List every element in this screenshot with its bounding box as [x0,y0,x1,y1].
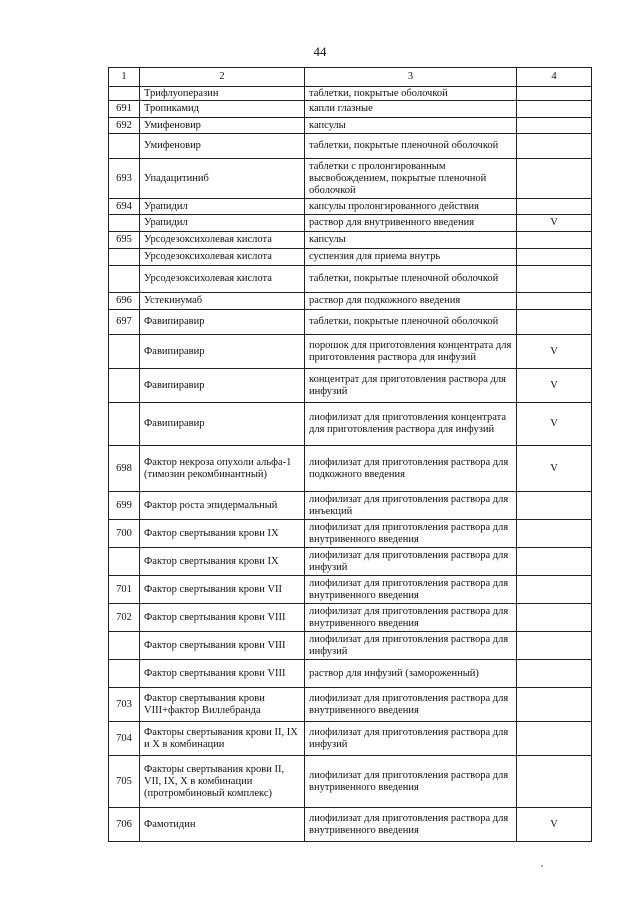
cell-number: 700 [109,520,140,548]
table-row [109,266,592,293]
cell-dosage-form: лиофилизат для приготовления раствора для внутривенного введения [305,576,517,604]
cell-number: 701 [109,576,140,604]
table-body [109,87,592,842]
table-row [109,118,592,134]
column-header-name: 2 [140,68,305,87]
cell-dosage-form: лиофилизат для приготовления раствора для внутривенного введения [305,756,517,808]
cell-dosage-form: раствор для внутривенного введения [305,215,517,232]
cell-drug-name: Факторы свертывания крови II, VII, IX, X в комбинации (протромбиновый комплекс) [140,756,305,808]
table-row [109,808,592,842]
cell-mark [517,199,592,215]
cell-mark [517,756,592,808]
cell-dosage-form: лиофилизат для приготовления раствора для внутривенного введения [305,808,517,842]
column-header-mark: 4 [517,68,592,87]
cell-number: 693 [109,159,140,199]
cell-number: 702 [109,604,140,632]
cell-number: 697 [109,310,140,335]
cell-number [109,134,140,159]
table-row [109,215,592,232]
table-row [109,134,592,159]
cell-mark [517,134,592,159]
cell-mark [517,632,592,660]
table-row [109,335,592,369]
table-row [109,722,592,756]
cell-number: 703 [109,688,140,722]
cell-drug-name: Умифеновир [140,134,305,159]
cell-drug-name: Умифеновир [140,118,305,134]
table-row [109,756,592,808]
cell-drug-name: Фактор свертывания крови VIII [140,604,305,632]
table-row [109,369,592,403]
cell-dosage-form: суспензия для приема внутрь [305,249,517,266]
cell-mark [517,576,592,604]
cell-mark [517,548,592,576]
cell-dosage-form: лиофилизат для приготовления раствора для инъекций [305,492,517,520]
cell-number [109,403,140,446]
cell-mark [517,118,592,134]
cell-number: 695 [109,232,140,249]
cell-mark [517,87,592,101]
cell-number: 691 [109,101,140,118]
cell-mark [517,660,592,688]
cell-number: 692 [109,118,140,134]
table-row [109,520,592,548]
cell-drug-name: Фактор свертывания крови VIII [140,632,305,660]
cell-drug-name: Фактор роста эпидермальный [140,492,305,520]
cell-drug-name: Урапидил [140,215,305,232]
cell-dosage-form: лиофилизат для приготовления раствора для внутривенного введения [305,688,517,722]
cell-mark: V [517,215,592,232]
cell-mark: V [517,403,592,446]
cell-number: 705 [109,756,140,808]
cell-dosage-form: таблетки, покрытые оболочкой [305,87,517,101]
cell-drug-name: Фавипиравир [140,369,305,403]
cell-dosage-form: лиофилизат для приготовления раствора для подкожного введения [305,446,517,492]
cell-dosage-form: капсулы [305,232,517,249]
cell-drug-name: Фактор свертывания крови VIII+фактор Виллебранда [140,688,305,722]
table-row [109,232,592,249]
cell-dosage-form: лиофилизат для приготовления раствора для инфузий [305,722,517,756]
table-row [109,492,592,520]
table-row [109,548,592,576]
cell-dosage-form: концентрат для приготовления раствора для инфузий [305,369,517,403]
table-row [109,293,592,310]
cell-drug-name: Фактор некроза опухоли альфа-1 (тимозин рекомбинантный) [140,446,305,492]
table-row [109,576,592,604]
cell-mark [517,492,592,520]
cell-mark [517,101,592,118]
cell-drug-name: Трифлуоперазин [140,87,305,101]
cell-drug-name: Урапидил [140,199,305,215]
drug-table [108,67,592,842]
cell-drug-name: Урсодезоксихолевая кислота [140,232,305,249]
table-row [109,199,592,215]
cell-dosage-form: раствор для подкожного введения [305,293,517,310]
cell-drug-name: Фавипиравир [140,403,305,446]
cell-mark [517,722,592,756]
cell-drug-name: Упадацитиниб [140,159,305,199]
cell-drug-name: Факторы свертывания крови II, IX и X в комбинации [140,722,305,756]
cell-drug-name: Фавипиравир [140,310,305,335]
column-header-number: 1 [109,68,140,87]
cell-dosage-form: лиофилизат для приготовления раствора для внутривенного введения [305,520,517,548]
cell-number [109,548,140,576]
cell-number: 699 [109,492,140,520]
cell-number: 706 [109,808,140,842]
cell-number [109,266,140,293]
cell-mark [517,232,592,249]
cell-mark [517,266,592,293]
cell-mark: V [517,446,592,492]
cell-drug-name: Фактор свертывания крови IX [140,548,305,576]
cell-dosage-form: лиофилизат для приготовления концентрата для приготовления раствора для инфузий [305,403,517,446]
table-row [109,87,592,101]
cell-number: 696 [109,293,140,310]
cell-mark [517,688,592,722]
cell-dosage-form: лиофилизат для приготовления раствора для инфузий [305,632,517,660]
cell-mark: V [517,808,592,842]
cell-drug-name: Урсодезоксихолевая кислота [140,249,305,266]
cell-number: 704 [109,722,140,756]
table-row [109,604,592,632]
cell-number [109,87,140,101]
table-row [109,310,592,335]
cell-dosage-form: таблетки, покрытые пленочной оболочкой [305,266,517,293]
cell-number [109,335,140,369]
table-row [109,446,592,492]
table-row [109,159,592,199]
table-row [109,688,592,722]
table-row [109,403,592,446]
cell-mark: V [517,335,592,369]
cell-drug-name: Фактор свертывания крови VII [140,576,305,604]
cell-drug-name: Фамотидин [140,808,305,842]
cell-mark [517,604,592,632]
cell-drug-name: Урсодезоксихолевая кислота [140,266,305,293]
cell-drug-name: Тропикамид [140,101,305,118]
cell-mark [517,249,592,266]
table-row [109,101,592,118]
cell-dosage-form: капли глазные [305,101,517,118]
cell-mark [517,310,592,335]
cell-drug-name: Фавипиравир [140,335,305,369]
cell-dosage-form: лиофилизат для приготовления раствора для внутривенного введения [305,604,517,632]
cell-drug-name: Фактор свертывания крови VIII [140,660,305,688]
cell-mark [517,159,592,199]
table-header-row [109,68,592,87]
cell-dosage-form: лиофилизат для приготовления раствора для инфузий [305,548,517,576]
cell-number [109,660,140,688]
cell-drug-name: Фактор свертывания крови IX [140,520,305,548]
cell-dosage-form: таблетки с пролонгированным высвобождением, покрытые пленочной оболочкой [305,159,517,199]
scan-speck [541,865,543,867]
cell-mark [517,520,592,548]
cell-number [109,632,140,660]
table-row [109,660,592,688]
table-row [109,632,592,660]
cell-dosage-form: таблетки, покрытые пленочной оболочкой [305,310,517,335]
cell-drug-name: Устекинумаб [140,293,305,310]
cell-number [109,215,140,232]
cell-mark [517,293,592,310]
cell-dosage-form: раствор для инфузий (замороженный) [305,660,517,688]
cell-mark: V [517,369,592,403]
column-header-form: 3 [305,68,517,87]
cell-dosage-form: капсулы пролонгированного действия [305,199,517,215]
cell-number [109,369,140,403]
cell-dosage-form: порошок для приготовления концентрата для приготовления раствора для инфузий [305,335,517,369]
cell-dosage-form: капсулы [305,118,517,134]
cell-number: 694 [109,199,140,215]
cell-number [109,249,140,266]
page-number: 44 [313,44,327,59]
cell-number: 698 [109,446,140,492]
cell-dosage-form: таблетки, покрытые пленочной оболочкой [305,134,517,159]
table-row [109,249,592,266]
